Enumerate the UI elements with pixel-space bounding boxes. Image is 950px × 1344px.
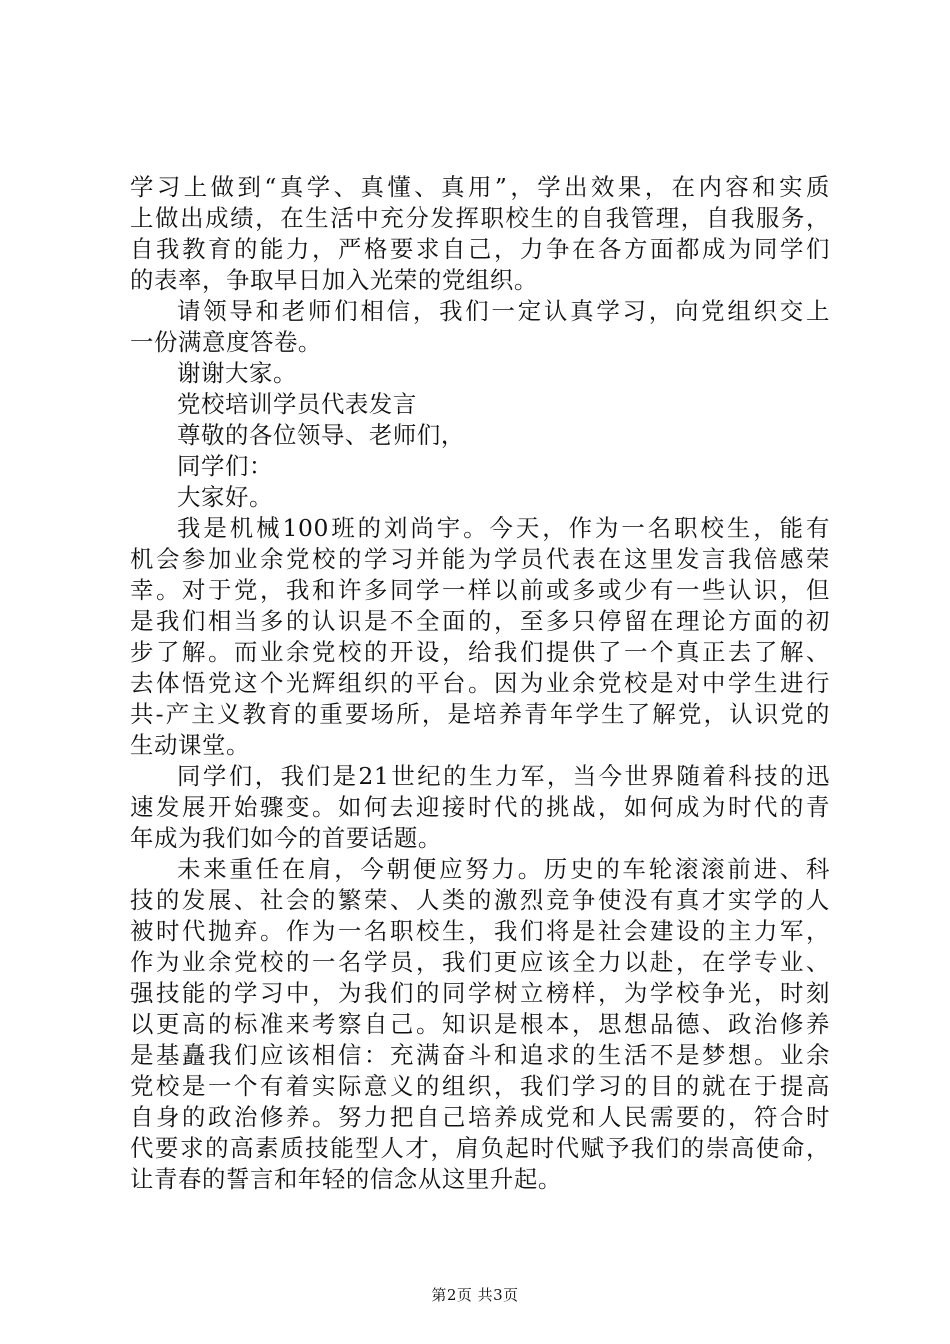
text-line: 去体悟党这个光辉组织的平台。因为业余党校是对中学生进行 [130, 669, 830, 697]
text-line: 生动课堂。 [130, 731, 250, 759]
text-line: 尊敬的各位领导、老师们， [177, 421, 465, 449]
text-line: 是我们相当多的认识是不全面的，至多只停留在理论方面的初 [130, 607, 830, 635]
text-line: 步了解。而业余党校的开设，给我们提供了一个真正去了解、 [130, 638, 830, 666]
text-line: 作为业余党校的一名学员，我们更应该全力以赴，在学专业、 [130, 948, 830, 976]
text-line: 党校培训学员代表发言 [177, 390, 417, 418]
text-line: 共-产主义教育的重要场所，是培养青年学生了解党，认识党的 [130, 700, 830, 728]
text-line: 请领导和老师们相信，我们一定认真学习，向党组织交上 [177, 297, 830, 325]
text-line: 同学们，我们是21世纪的生力军，当今世界随着科技的迅 [177, 762, 830, 790]
text-line: 技的发展、社会的繁荣、人类的激烈竞争使没有真才实学的人 [130, 886, 830, 914]
text-line: 未来重任在肩，今朝便应努力。历史的车轮滚滚前进、科 [177, 855, 830, 883]
text-line: 大家好。 [177, 483, 273, 511]
text-line: 我是机械100班的刘尚宇。今天，作为一名职校生，能有 [177, 514, 830, 542]
text-line: 的表率，争取早日加入光荣的党组织。 [130, 266, 538, 294]
text-line: 上做出成绩，在生活中充分发挥职校生的自我管理，自我服务， [130, 204, 830, 232]
text-line: 是基矗我们应该相信：充满奋斗和追求的生活不是梦想。业余 [130, 1041, 830, 1069]
text-line: 强技能的学习中，为我们的同学树立榜样，为学校争光，时刻 [130, 979, 830, 1007]
page-number-footer: 第2页 共3页 [431, 1286, 519, 1304]
text-line: 幸。对于党，我和许多同学一样以前或多或少有一些认识，但 [130, 576, 830, 604]
text-line: 党校是一个有着实际意义的组织，我们学习的目的就在于提高 [130, 1072, 830, 1100]
document-body [130, 172, 830, 1195]
text-line: 被时代抛弃。作为一名职校生，我们将是社会建设的主力军， [130, 917, 830, 945]
text-line: 速发展开始骤变。如何去迎接时代的挑战，如何成为时代的青 [130, 793, 830, 821]
text-line: 代要求的高素质技能型人才，肩负起时代赋予我们的崇高使命， [130, 1134, 830, 1162]
text-line: 自身的政治修养。努力把自己培养成党和人民需要的，符合时 [130, 1103, 830, 1131]
text-line: 自我教育的能力，严格要求自己，力争在各方面都成为同学们 [130, 235, 830, 263]
text-line: 谢谢大家。 [177, 359, 297, 387]
text-line: 让青春的誓言和年轻的信念从这里升起。 [130, 1165, 562, 1193]
text-line: 学习上做到“真学、真懂、真用”，学出效果，在内容和实质 [130, 173, 830, 201]
text-line: 机会参加业余党校的学习并能为学员代表在这里发言我倍感荣 [130, 545, 830, 573]
text-line: 年成为我们如今的首要话题。 [130, 824, 442, 852]
text-line: 以更高的标准来考察自己。知识是根本，思想品德、政治修养 [130, 1010, 830, 1038]
text-line: 同学们： [177, 452, 273, 480]
text-line: 一份满意度答卷。 [130, 328, 322, 356]
